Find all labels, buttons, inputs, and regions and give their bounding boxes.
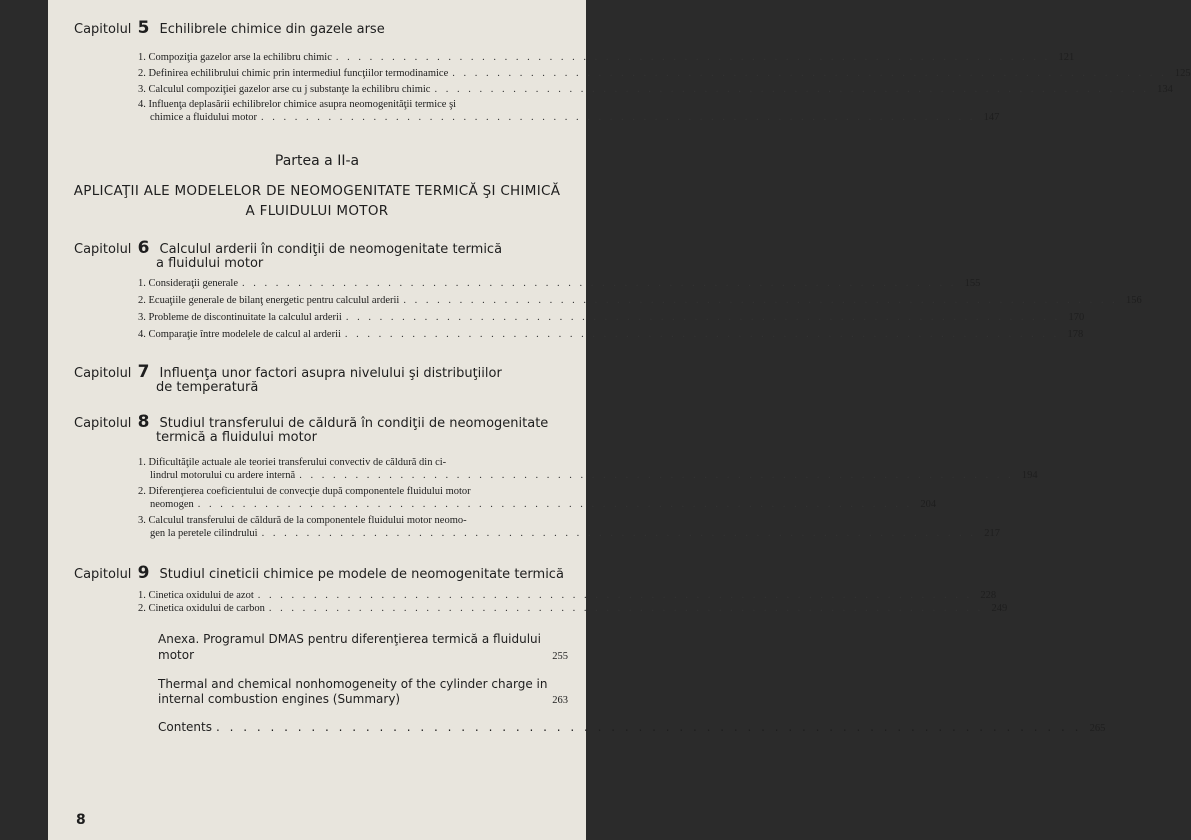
page-number: 249	[991, 603, 1008, 614]
chapter-number: 9	[137, 563, 150, 583]
toc-entry	[138, 68, 1191, 79]
entry-text-continued: gen la peretele cilindrului	[150, 528, 258, 539]
page-number: 156	[1125, 295, 1142, 306]
summary-entry	[158, 692, 568, 706]
entry-text: 2. Definirea echilibrului chimic prin intermediul funcţiilor termodinamice	[138, 68, 449, 79]
leader-dots: . . . . . . . . . . . . . . . . . . . . . . . . . . . . . . . . . . . . . . . . . . . . . . . . . . . . . . . . . . . . . . . .	[257, 590, 973, 601]
leader-dots: . . . . . . . . . . . . . . . . . . . . . . . . . . . . . . . . . . . . . . . . . . . . . . . . . . . . . . . . . . . . . . . .	[403, 295, 1118, 306]
entry-text: 2. Diferenţierea coeficientului de convecţie după componentele fluidului motor	[138, 486, 471, 497]
page-number: 134	[1157, 84, 1173, 95]
chapter-number: 7	[137, 362, 150, 382]
annex-text: Programul DMAS pentru diferenţierea termică a fluidului	[203, 632, 541, 646]
annex-text-continued: motor	[158, 648, 195, 662]
toc-entry	[150, 112, 1000, 123]
toc-entry	[138, 278, 981, 289]
chapter-6-heading	[74, 238, 502, 258]
toc-entry	[150, 499, 937, 510]
chapter-title: Echilibrele chimice din gazele arse	[159, 22, 385, 37]
page-number: 147	[983, 112, 1000, 123]
book-page	[48, 0, 1191, 840]
entry-text: 1. Consideraţii generale	[138, 278, 239, 289]
entry-text-continued: chimice a fluidului motor	[150, 112, 258, 123]
chapter-word: Capitolul	[74, 416, 132, 431]
toc-entry	[138, 52, 1075, 63]
entry-text: 1. Cinetica oxidului de azot	[138, 590, 254, 601]
entry-text: 4. Comparaţie între modelele de calcul al arderii	[138, 329, 341, 340]
entry-text: 3. Probleme de discontinuitate la calculul arderii	[138, 312, 342, 323]
page-number: 194	[1021, 470, 1038, 481]
contents-text: Contents	[158, 720, 212, 734]
part-label: Partea a II-a	[274, 153, 360, 169]
page-number: 204	[920, 499, 937, 510]
toc-entry	[138, 590, 997, 601]
entry-text: 4. Influenţa deplasării echilibrelor chimice asupra neomogenităţii termice şi	[138, 99, 457, 110]
chapter-5-heading	[74, 18, 385, 38]
chapter-number: 5	[137, 18, 150, 38]
toc-entry	[150, 470, 1038, 481]
leader-dots: . . . . . . . . . . . . . . . . . . . . . . . . . . . . . . . . . . . . . . . . . . . . . . . . . . . . . . . . . . . . . . . .	[434, 84, 1149, 95]
leader-dots: . . . . . . . . . . . . . . . . . . . . . . . . . . . . . . . . . . . . . . . . . . . . . . . . . . . . . . . . . . . . . . . .	[344, 329, 1060, 340]
chapter-title-continued: a fluidului motor	[156, 256, 264, 271]
contents-entry	[158, 720, 1106, 734]
chapter-word: Capitolul	[74, 567, 132, 582]
page-number: 217	[984, 528, 1000, 539]
chapter-word: Capitolul	[74, 242, 132, 257]
summary-line-1: Thermal and chemical nonhomogeneity of the cylinder charge in	[158, 677, 548, 691]
part-heading-line-1: APLICAŢII ALE MODELELOR DE NEOMOGENITATE TERMICĂ ŞI CHIMICĂ	[73, 183, 561, 199]
chapter-9-heading	[74, 563, 564, 583]
summary-text-continued: internal combustion engines (Summary)	[158, 692, 401, 706]
toc-entry	[138, 329, 1084, 340]
chapter-word: Capitolul	[74, 366, 132, 381]
page-number: 155	[964, 278, 981, 289]
annex-line-1	[158, 632, 541, 646]
chapter-number: 8	[137, 412, 150, 432]
chapter-8-heading	[74, 412, 548, 432]
leader-dots: . . . . . . . . . . . . . . . . . . . . . . . . . . . . . . . . . . . . . . . . . . . . . . . . . . . . . . . . . . . . . . . .	[299, 470, 1014, 481]
leader-dots: . . . . . . . . . . . . . . . . . . . . . . . . . . . . . . . . . . . . . . . . . . . . . . . . . . . . . . . . . . . . . . . .	[261, 112, 976, 123]
entry-text-continued: lindrul motorului cu ardere internă	[150, 470, 296, 481]
entry-text: 3. Calculul transferului de căldură de la componentele fluidului motor neomo-	[138, 515, 467, 526]
chapter-title-continued: termică a fluidului motor	[156, 430, 317, 445]
annex-entry	[158, 648, 568, 662]
chapter-title: Studiul transferului de căldură în condiţii de neomogenitate	[159, 416, 549, 431]
entry-text: 3. Calculul compoziţiei gazelor arse cu j substanţe la echilibru chimic	[138, 84, 431, 95]
chapter-title: Studiul cineticii chimice pe modele de neomogenitate termică	[159, 567, 564, 582]
folio-page-number: 8	[76, 812, 86, 828]
toc-entry	[138, 312, 1085, 323]
toc-entry	[138, 84, 1173, 95]
toc-entry	[138, 603, 1008, 614]
chapter-title-continued: de temperatură	[156, 380, 259, 395]
chapter-title: Calculul arderii în condiţii de neomogenitate termică	[159, 242, 503, 257]
page-number: 255	[552, 651, 568, 662]
chapter-title: Influenţa unor factori asupra nivelului şi distribuţiilor	[159, 366, 502, 381]
chapter-7-heading	[74, 362, 502, 382]
leader-dots: . . . . . . . . . . . . . . . . . . . . . . . . . . . . . . . . . . . . . . . . . . . . . . . . . . . . . . . . . . . . . . . .	[242, 278, 957, 289]
page-number: 121	[1058, 52, 1075, 63]
leader-dots: . . . . . . . . . . . . . . . . . . . . . . . . . . . . . . . . . . . . . . . . . . . . . . . . . . . . . . . . . . . . . . . .	[452, 68, 1167, 79]
entry-text-continued: neomogen	[150, 499, 194, 510]
leader-dots: . . . . . . . . . . . . . . . . . . . . . . . . . . . . . . . . . . . . . . . . . . . . . . . . . . . . . . . . . . . . . . . .	[197, 499, 913, 510]
entry-text: 1. Dificultăţile actuale ale teoriei transferului convectiv de căldură din ci-	[138, 457, 447, 468]
entry-text: 1. Compoziţia gazelor arse la echilibru chimic	[138, 52, 332, 63]
chapter-number: 6	[137, 238, 150, 258]
entry-text: 2. Cinetica oxidului de carbon	[138, 603, 265, 614]
toc-entry	[138, 295, 1142, 306]
page-number: 178	[1067, 329, 1084, 340]
leader-dots: . . . . . . . . . . . . . . . . . . . . . . . . . . . . . . . . . . . . . . . . . . . . . . . . . . . . . . . . . . . . . . . .	[268, 603, 984, 614]
chapter-word: Capitolul	[74, 22, 132, 37]
entry-text: 2. Ecuaţiile generale de bilanţ energetic pentru calculul arderii	[138, 295, 400, 306]
page-number: 125	[1174, 68, 1191, 79]
leader-dots: . . . . . . . . . . . . . . . . . . . . . . . . . . . . . . . . . . . . . . . . . . . . . . . . . . . . . . . . . . . . . . . .	[335, 52, 1051, 63]
page-number: 265	[1089, 723, 1106, 734]
annex-prefix: Anexa.	[158, 632, 200, 646]
leader-dots: . . . . . . . . . . . . . . . . . . . . . . . . . . . . . . . . . . . . . . . . . . . . . . . . . . . . . . . . . . . . . . . .	[215, 720, 1082, 734]
part-heading-line-2: A FLUIDULUI MOTOR	[245, 203, 389, 219]
toc-entry	[150, 528, 1000, 539]
leader-dots: . . . . . . . . . . . . . . . . . . . . . . . . . . . . . . . . . . . . . . . . . . . . . . . . . . . . . . . . . . . . . . . .	[261, 528, 976, 539]
page-number: 263	[552, 695, 568, 706]
page-number: 170	[1068, 312, 1085, 323]
leader-dots: . . . . . . . . . . . . . . . . . . . . . . . . . . . . . . . . . . . . . . . . . . . . . . . . . . . . . . . . . . . . . . . .	[345, 312, 1061, 323]
page-number: 228	[980, 590, 997, 601]
